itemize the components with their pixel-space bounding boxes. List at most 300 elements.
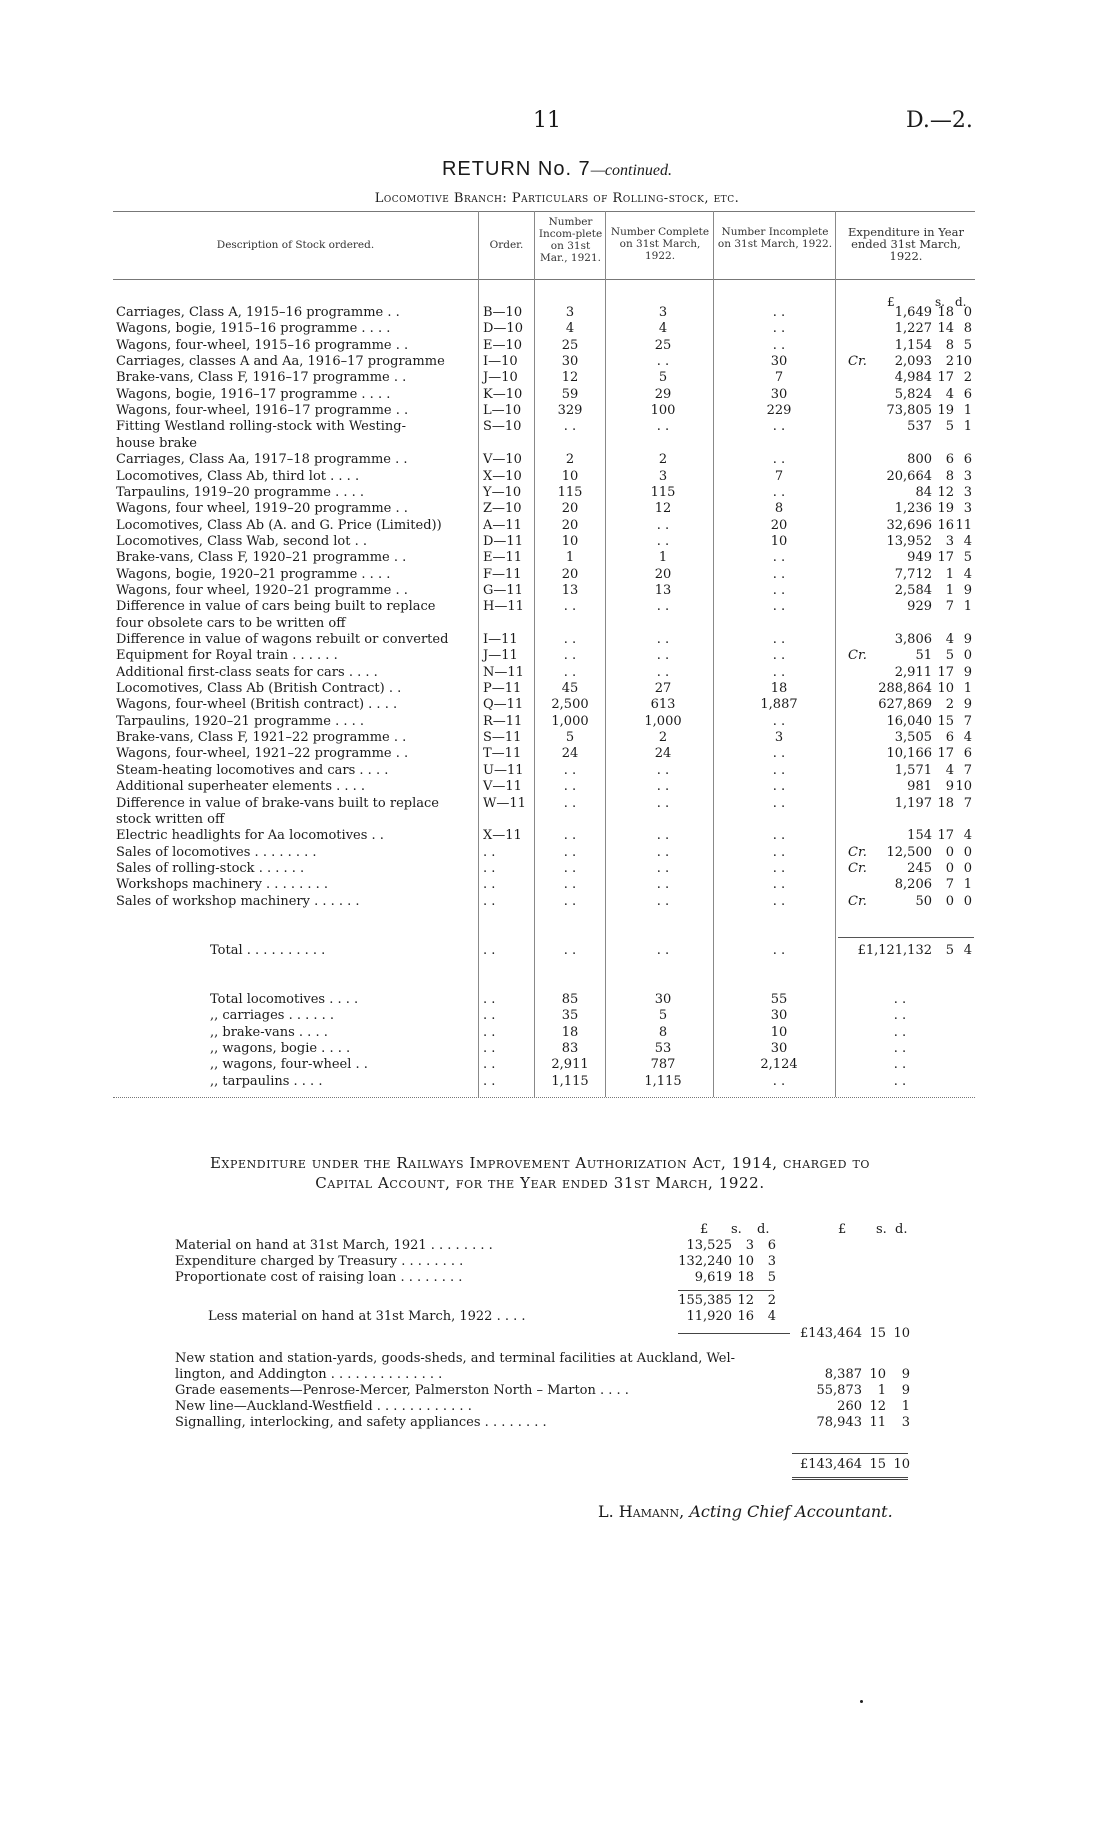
total-rule — [838, 937, 974, 938]
row-shillings: 1 — [945, 582, 954, 598]
row-incomplete-1922: 20 — [770, 517, 788, 533]
row-incomplete-1921: 3 — [565, 305, 575, 320]
row-shillings: 7 — [945, 877, 954, 893]
row-incomplete-1922: . . — [772, 860, 786, 876]
table-row — [0, 599, 1114, 615]
row-incomplete-1921: 59 — [561, 386, 579, 402]
row-pounds: 16,040 — [886, 713, 932, 729]
row-complete-1922: 3 — [658, 305, 668, 320]
table-row — [0, 845, 1114, 861]
row-shillings: 4 — [945, 632, 954, 647]
row-pounds: 929 — [907, 599, 932, 615]
row-order: T—11 — [483, 746, 522, 762]
row-incomplete-1922: . . — [772, 484, 786, 500]
net-pounds: £143,464 — [799, 1326, 862, 1341]
row-incomplete-1922: 8 — [774, 501, 784, 517]
row-incomplete-1921: . . — [563, 844, 577, 860]
row-order: B—10 — [483, 305, 523, 320]
row-credit-marker: Cr. — [848, 354, 867, 370]
row-incomplete-1922: 7 — [774, 468, 784, 484]
row-complete-1922: . . — [656, 795, 670, 811]
table-row — [0, 648, 1114, 664]
row-description: Brake-vans, Class F, 1916–17 programme . . — [116, 370, 407, 386]
row-pence: 9 — [963, 632, 972, 647]
row-incomplete-1922: . . — [772, 337, 786, 353]
row-complete-1922: 5 — [658, 370, 668, 386]
exp-line-shillings: 18 — [737, 1270, 754, 1285]
row-shillings: 4 — [945, 762, 954, 778]
col-head-expenditure: Expenditure in Year ended 31st March, 1922. — [848, 225, 964, 263]
row-order: S—10 — [483, 419, 522, 435]
currency-head-pounds: £ — [887, 295, 895, 309]
grand-total-double-rule — [792, 1477, 908, 1480]
row-description: Sales of workshop machinery . . . . . . — [116, 893, 360, 909]
row-incomplete-1921: . . — [563, 828, 577, 844]
row-complete-1922: 24 — [654, 746, 672, 762]
row-credit-marker: Cr. — [848, 648, 867, 664]
row-pence: 9 — [963, 697, 972, 713]
table-row — [0, 812, 1114, 828]
row-credit-marker: Cr. — [848, 893, 867, 909]
row-complete-1922: 20 — [654, 566, 672, 582]
subtotal-pence: 2 — [767, 1293, 776, 1308]
page-reference: D.—2. — [906, 108, 973, 133]
row-description: Electric headlights for Aa locomotives . . — [116, 828, 384, 844]
row-incomplete-1921: 45 — [561, 681, 579, 697]
total-row — [0, 943, 1114, 959]
table-row — [0, 632, 1114, 648]
row-order: S—11 — [483, 730, 522, 746]
less-material-label: Less material on hand at 31st March, 1922 . . . . — [208, 1309, 526, 1324]
row-description: Wagons, four wheel, 1920–21 programme . . — [116, 582, 408, 598]
row-incomplete-1922: . . — [772, 632, 786, 647]
subtotal-pounds: 155,385 — [678, 1293, 732, 1308]
summary-row — [0, 1008, 1114, 1024]
row-shillings: 17 — [937, 746, 954, 762]
page-number: 11 — [533, 108, 561, 133]
row-complete-1922: 4 — [658, 321, 668, 337]
summary-incomplete-1922: . . — [772, 1073, 786, 1089]
row-incomplete-1922: 18 — [770, 681, 788, 697]
summary-order: . . — [483, 1008, 496, 1024]
summary-label: ,, wagons, four-wheel . . — [210, 1057, 368, 1073]
row-incomplete-1921: 1,000 — [551, 713, 589, 729]
row-complete-1922: 13 — [654, 582, 672, 598]
row-incomplete-1921: 20 — [561, 501, 579, 517]
col-head-incomplete-1921: Number Incom-plete on 31st Mar., 1921. — [538, 216, 603, 264]
summary-expenditure: . . — [893, 1008, 907, 1024]
row-incomplete-1922: . . — [772, 321, 786, 337]
row-incomplete-1922: . . — [772, 713, 786, 729]
row-complete-1922: . . — [656, 533, 670, 549]
row-description: Wagons, four-wheel, 1921–22 programme . . — [116, 746, 409, 762]
table-top-rule — [113, 211, 975, 212]
row-pounds: 13,952 — [886, 533, 932, 549]
row-shillings: 3 — [945, 533, 954, 549]
row-incomplete-1922: . . — [772, 795, 786, 811]
subtotal-rule — [678, 1290, 774, 1291]
row-pence: 2 — [963, 370, 972, 386]
row-shillings: 0 — [945, 844, 954, 860]
summary-order: . . — [483, 1057, 496, 1073]
row-pounds: 1,154 — [894, 337, 932, 353]
row-pounds: 2,911 — [894, 664, 932, 680]
row-order: . . — [483, 877, 496, 893]
summary-complete-1922: 787 — [650, 1057, 676, 1073]
row-description: Carriages, Class A, 1915–16 programme . . — [116, 305, 400, 320]
row-order: P—11 — [483, 681, 522, 697]
row-pence: 0 — [963, 648, 972, 664]
row-complete-1922: . . — [656, 599, 670, 615]
row-order: H—11 — [483, 599, 524, 615]
row-description: Difference in value of cars being built to replace — [116, 599, 436, 615]
net-shillings: 15 — [869, 1326, 886, 1341]
grand-total-pounds: £143,464 — [799, 1457, 862, 1472]
summary-label: ,, carriages . . . . . . — [210, 1008, 335, 1024]
row-complete-1922: . . — [656, 877, 670, 893]
row-pounds: 154 — [907, 828, 932, 844]
row-description: Equipment for Royal train . . . . . . — [116, 648, 338, 664]
table-row — [0, 697, 1114, 713]
row-incomplete-1921: 10 — [561, 468, 579, 484]
row-shillings: 17 — [937, 370, 954, 386]
table-row — [0, 501, 1114, 517]
row-description: Sales of rolling-stock . . . . . . — [116, 860, 305, 876]
row-incomplete-1922: . . — [772, 566, 786, 582]
row-incomplete-1921: 2,500 — [551, 697, 589, 713]
summary-incomplete-1922: 10 — [770, 1024, 788, 1040]
summary-expenditure: . . — [893, 1040, 907, 1056]
row-pounds: 1,197 — [894, 795, 932, 811]
row-pounds: 1,649 — [894, 305, 932, 320]
row-incomplete-1921: . . — [563, 877, 577, 893]
exp-item-pounds: 260 — [837, 1399, 862, 1414]
row-description: Carriages, Class Aa, 1917–18 programme . . — [116, 452, 408, 468]
row-incomplete-1921: 329 — [557, 403, 583, 419]
summary-incomplete-1921: 1,115 — [551, 1073, 589, 1089]
row-shillings: 2 — [945, 354, 954, 370]
row-description: Wagons, four-wheel, 1915–16 programme . . — [116, 337, 409, 353]
row-incomplete-1922: . . — [772, 664, 786, 680]
table-row — [0, 469, 1114, 485]
summary-label: ,, wagons, bogie . . . . — [210, 1040, 351, 1056]
row-order: R—11 — [483, 713, 523, 729]
exp-line-pence: 3 — [767, 1254, 776, 1269]
row-incomplete-1922: . . — [772, 582, 786, 598]
exp-head-shillings-2: s. — [876, 1222, 887, 1237]
row-pence: 9 — [963, 582, 972, 598]
row-shillings: 19 — [937, 501, 954, 517]
summary-order: . . — [483, 992, 496, 1007]
row-shillings: 12 — [937, 484, 954, 500]
row-complete-1922: . . — [656, 632, 670, 647]
net-pence: 10 — [893, 1326, 910, 1341]
expenditure-title-line2: Capital Account, for the Year ended 31st March, 1922. — [315, 1174, 765, 1192]
summary-incomplete-1922: 2,124 — [760, 1057, 798, 1073]
row-incomplete-1921: . . — [563, 779, 577, 795]
row-incomplete-1921: 1 — [565, 550, 575, 566]
row-incomplete-1921: 115 — [557, 484, 583, 500]
row-pence: 3 — [963, 501, 972, 517]
exp-line-pence: 6 — [767, 1238, 776, 1253]
row-pence: 8 — [963, 321, 972, 337]
row-shillings: 16 — [937, 517, 954, 533]
row-incomplete-1921: 2 — [565, 452, 575, 468]
exp-line-pounds: 9,619 — [694, 1270, 732, 1285]
row-shillings: 15 — [937, 713, 954, 729]
row-pence: 3 — [963, 484, 972, 500]
row-description: Wagons, four wheel, 1919–20 programme . . — [116, 501, 408, 517]
row-order: I—10 — [483, 354, 518, 370]
row-description: Wagons, four-wheel (British contract) . . . . — [116, 697, 398, 713]
row-shillings: 17 — [937, 828, 954, 844]
row-incomplete-1921: . . — [563, 795, 577, 811]
summary-order: . . — [483, 1040, 496, 1056]
row-order: E—11 — [483, 550, 523, 566]
row-incomplete-1921: . . — [563, 860, 577, 876]
row-order: K—10 — [483, 386, 523, 402]
exp-item-shillings: 12 — [869, 1399, 886, 1414]
row-incomplete-1921: 25 — [561, 337, 579, 353]
summary-row — [0, 1074, 1114, 1090]
row-order: N—11 — [483, 664, 524, 680]
table-row — [0, 861, 1114, 877]
row-incomplete-1922: . . — [772, 828, 786, 844]
row-description: Locomotives, Class Ab (A. and G. Price (Limited)) — [116, 517, 442, 533]
exp-item-shillings: 10 — [869, 1367, 886, 1382]
row-description: four obsolete cars to be written off — [116, 615, 346, 631]
row-incomplete-1922: 1,887 — [760, 697, 798, 713]
row-pounds: 32,696 — [886, 517, 932, 533]
table-row — [0, 567, 1114, 583]
row-description: Fitting Westland rolling-stock with Westing- — [116, 419, 406, 435]
exp-head-pence-2: d. — [895, 1222, 908, 1237]
row-complete-1922: 1 — [658, 550, 668, 566]
row-order: X—11 — [483, 828, 522, 844]
table-row — [0, 338, 1114, 354]
table-row — [0, 894, 1114, 910]
table-row — [0, 387, 1114, 403]
row-pounds: 800 — [907, 452, 932, 468]
row-pounds: 627,869 — [878, 697, 932, 713]
row-pence: 4 — [963, 730, 972, 746]
row-complete-1922: . . — [656, 893, 670, 909]
total-order: . . — [483, 943, 496, 958]
exp-item-pounds: 78,943 — [816, 1415, 862, 1430]
exp-line-label: Expenditure charged by Treasury . . . . . . . . — [175, 1254, 464, 1269]
row-incomplete-1922: . . — [772, 746, 786, 762]
row-incomplete-1921: 13 — [561, 582, 579, 598]
row-incomplete-1922: . . — [772, 452, 786, 468]
summary-incomplete-1921: 2,911 — [551, 1057, 589, 1073]
total-pence: 4 — [963, 943, 972, 958]
row-order: Z—10 — [483, 501, 522, 517]
table-row — [0, 436, 1114, 452]
row-order: J—10 — [483, 370, 518, 386]
row-complete-1922: 27 — [654, 681, 672, 697]
row-incomplete-1921: . . — [563, 599, 577, 615]
row-order: I—11 — [483, 632, 518, 647]
row-pounds: 5,824 — [894, 386, 932, 402]
row-shillings: 2 — [945, 697, 954, 713]
row-pence: 6 — [963, 452, 972, 468]
row-complete-1922: 25 — [654, 337, 672, 353]
row-pence: 5 — [963, 337, 972, 353]
row-description: Carriages, classes A and Aa, 1916–17 programme — [116, 354, 445, 370]
row-pounds: 2,584 — [894, 582, 932, 598]
row-complete-1922: 12 — [654, 501, 672, 517]
exp-item-pence: 3 — [901, 1415, 910, 1430]
row-incomplete-1921: . . — [563, 648, 577, 664]
row-complete-1922: 3 — [658, 468, 668, 484]
row-pence: 10 — [955, 779, 972, 795]
row-pounds: 12,500 — [886, 844, 932, 860]
table-row — [0, 321, 1114, 337]
table-row — [0, 779, 1114, 795]
row-complete-1922: . . — [656, 844, 670, 860]
row-description: Tarpaulins, 1920–21 programme . . . . — [116, 713, 365, 729]
row-complete-1922: 1,000 — [644, 713, 682, 729]
row-order: D—10 — [483, 321, 523, 337]
exp-item-label: New line—Auckland-Westfield . . . . . . . . . . . . — [175, 1399, 472, 1414]
row-incomplete-1921: . . — [563, 893, 577, 909]
row-incomplete-1922: 30 — [770, 354, 788, 370]
row-complete-1922: . . — [656, 354, 670, 370]
row-order: X—10 — [483, 468, 522, 484]
total-label: Total . . . . . . . . . . — [210, 943, 326, 958]
row-incomplete-1921: 24 — [561, 746, 579, 762]
table-row — [0, 452, 1114, 468]
row-shillings: 10 — [937, 681, 954, 697]
col-head-description: Description of Stock ordered. — [216, 239, 375, 251]
table-row — [0, 485, 1114, 501]
summary-row — [0, 992, 1114, 1008]
row-description: Additional superheater elements . . . . — [116, 779, 366, 795]
row-pence: 6 — [963, 386, 972, 402]
row-pounds: 1,571 — [894, 762, 932, 778]
row-pounds: 51 — [915, 648, 932, 664]
row-incomplete-1921: 12 — [561, 370, 579, 386]
row-incomplete-1922: . . — [772, 762, 786, 778]
exp-item-shillings: 11 — [869, 1415, 886, 1430]
row-complete-1922: 29 — [654, 386, 672, 402]
row-pounds: 1,227 — [894, 321, 932, 337]
row-shillings: 1 — [945, 566, 954, 582]
less-pence: 4 — [767, 1309, 776, 1324]
col-head-incomplete-1922: Number Incomplete on 31st March, 1922. — [717, 226, 833, 250]
row-incomplete-1922: . . — [772, 893, 786, 909]
return-title — [0, 158, 1114, 181]
row-incomplete-1921: 20 — [561, 517, 579, 533]
row-complete-1922: . . — [656, 419, 670, 435]
row-pence: 0 — [963, 305, 972, 320]
summary-complete-1922: 8 — [658, 1024, 668, 1040]
row-description: Steam-heating locomotives and cars . . . . — [116, 762, 389, 778]
less-shillings: 16 — [737, 1309, 754, 1324]
exp-line-label: Material on hand at 31st March, 1921 . . . . . . . . — [175, 1238, 493, 1253]
row-pounds: 288,864 — [878, 681, 932, 697]
row-pence: 4 — [963, 533, 972, 549]
return-title-main: RETURN No. 7 — [441, 158, 591, 180]
table-row — [0, 746, 1114, 762]
row-order: U—11 — [483, 762, 524, 778]
row-shillings: 14 — [937, 321, 954, 337]
row-pounds: 981 — [907, 779, 932, 795]
table-bottom-rule — [113, 1097, 975, 1098]
summary-incomplete-1922: 30 — [770, 1040, 788, 1056]
row-shillings: 17 — [937, 664, 954, 680]
row-shillings: 18 — [937, 305, 954, 320]
table-header-rule — [113, 279, 975, 280]
row-incomplete-1921: . . — [563, 419, 577, 435]
row-shillings: 19 — [937, 403, 954, 419]
row-pence: 5 — [963, 550, 972, 566]
less-pounds: 11,920 — [686, 1309, 732, 1324]
grand-total-shillings: 15 — [869, 1457, 886, 1472]
row-incomplete-1922: 10 — [770, 533, 788, 549]
table-row — [0, 616, 1114, 632]
row-shillings: 8 — [945, 337, 954, 353]
table-row — [0, 354, 1114, 370]
row-order: L—10 — [483, 403, 522, 419]
row-pounds: 2,093 — [894, 354, 932, 370]
row-description: Tarpaulins, 1919–20 programme . . . . — [116, 484, 365, 500]
row-description: Difference in value of wagons rebuilt or converted — [116, 632, 449, 647]
exp-head-pence: d. — [757, 1222, 770, 1237]
row-description: stock written off — [116, 811, 225, 827]
row-shillings: 0 — [945, 893, 954, 909]
row-complete-1922: 613 — [650, 697, 676, 713]
row-pence: 6 — [963, 746, 972, 762]
row-pounds: 73,805 — [886, 403, 932, 419]
row-pounds: 7,712 — [894, 566, 932, 582]
row-pence: 9 — [963, 664, 972, 680]
row-description: Sales of locomotives . . . . . . . . — [116, 844, 317, 860]
row-complete-1922: . . — [656, 664, 670, 680]
expenditure-title-line1: Expenditure under the Railways Improvement Authorization Act, 1914, charged to — [209, 1154, 871, 1172]
row-description: Wagons, bogie, 1920–21 programme . . . . — [116, 566, 391, 582]
table-row — [0, 550, 1114, 566]
row-pounds: 245 — [907, 860, 932, 876]
col-head-order: Order. — [489, 239, 524, 251]
row-pence: 4 — [963, 828, 972, 844]
row-pence: 10 — [955, 354, 972, 370]
return-subtitle: Locomotive Branch: Particulars of Rolling-stock, etc. — [374, 191, 740, 206]
row-description: house brake — [116, 435, 197, 451]
summary-incomplete-1921: 35 — [561, 1008, 579, 1024]
row-pence: 1 — [963, 403, 972, 419]
table-row — [0, 403, 1114, 419]
row-shillings: 4 — [945, 386, 954, 402]
stray-dot — [860, 1700, 863, 1703]
row-order: E—10 — [483, 337, 523, 353]
row-description: Brake-vans, Class F, 1920–21 programme . . — [116, 550, 407, 566]
exp-line-pounds: 132,240 — [678, 1254, 732, 1269]
row-incomplete-1921: . . — [563, 664, 577, 680]
row-order: . . — [483, 844, 496, 860]
total-pounds: £1,121,132 — [857, 943, 932, 958]
row-pounds: 3,806 — [894, 632, 932, 647]
row-pence: 7 — [963, 795, 972, 811]
row-pence: 7 — [963, 762, 972, 778]
row-description: Locomotives, Class Ab (British Contract) . . — [116, 681, 402, 697]
subtotal-shillings: 12 — [737, 1293, 754, 1308]
row-order: Y—10 — [483, 484, 522, 500]
total-complete-1922: . . — [656, 943, 670, 958]
row-incomplete-1922: . . — [772, 877, 786, 893]
row-pounds: 949 — [907, 550, 932, 566]
summary-complete-1922: 5 — [658, 1008, 668, 1024]
